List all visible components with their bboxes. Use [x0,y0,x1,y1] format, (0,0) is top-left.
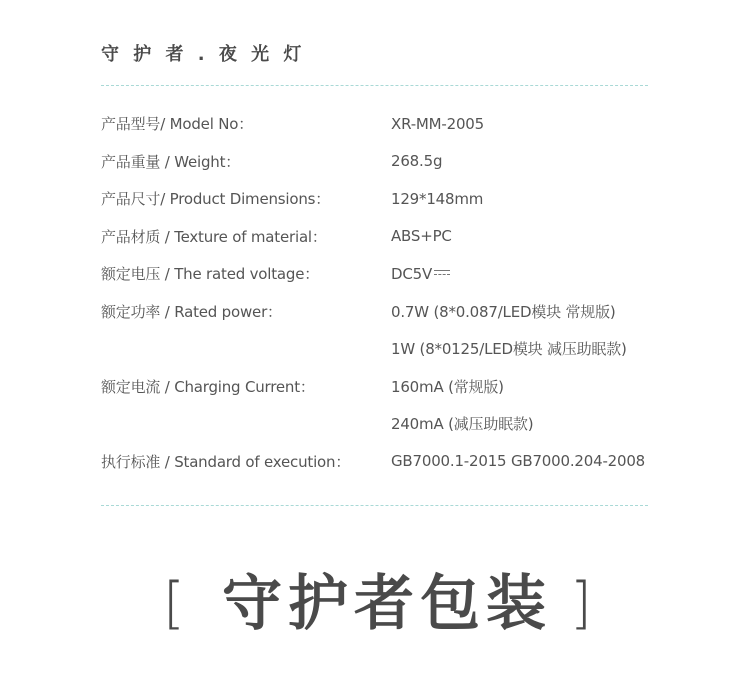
spec-value [391,265,450,283]
spec-row-weight [101,143,661,181]
spec-list [101,105,661,480]
spec-label: 产品材质 / Texture of material： [101,227,327,246]
top-dashed-divider [101,85,648,86]
spec-value: 240mA (减压助眠款) [391,415,534,434]
bottom-dashed-divider [101,505,648,506]
spec-row-current [101,368,661,406]
spec-value: ABS+PC [391,227,452,246]
right-bracket: ] [570,571,592,636]
spec-row-standard [101,443,661,481]
spec-value: 0.7W (8*0.087/LED模块 常规版) [391,302,616,321]
spec-value: 268.5g [391,152,443,171]
spec-row-dimensions [101,180,661,218]
spec-label: 额定电压 / The rated voltage： [101,265,320,284]
voltage-value-text: DC5V [391,264,433,283]
spec-label: 额定电流 / Charging Current： [101,377,315,396]
spec-row-current-alt [101,405,661,443]
spec-row-model [101,105,661,143]
spec-row-power [101,293,661,331]
spec-label: 额定功率 / Rated power： [101,302,282,321]
spec-label: 产品尺寸/ Product Dimensions： [101,190,331,209]
spec-row-voltage [101,255,661,293]
spec-value: 160mA (常规版) [391,377,504,396]
spec-value: 1W (8*0125/LED模块 减压助眠款) [391,340,627,359]
product-heading: 守 护 者 . 夜 光 灯 [101,44,306,65]
spec-row-power-alt [101,330,661,368]
spec-label: 产品重量 / Weight： [101,152,241,171]
spec-label: 执行标准 / Standard of execution： [101,452,351,471]
packaging-title: 守护者包装 [222,569,552,639]
packaging-section-title [0,568,750,648]
spec-value: 129*148mm [391,189,484,208]
dc-current-icon [434,270,450,276]
spec-label: 产品型号/ Model No： [101,115,254,134]
spec-row-material [101,218,661,256]
spec-value: XR-MM-2005 [391,114,484,133]
left-bracket: [ [163,571,185,636]
spec-value: GB7000.1-2015 GB7000.204-2008 [391,452,646,471]
